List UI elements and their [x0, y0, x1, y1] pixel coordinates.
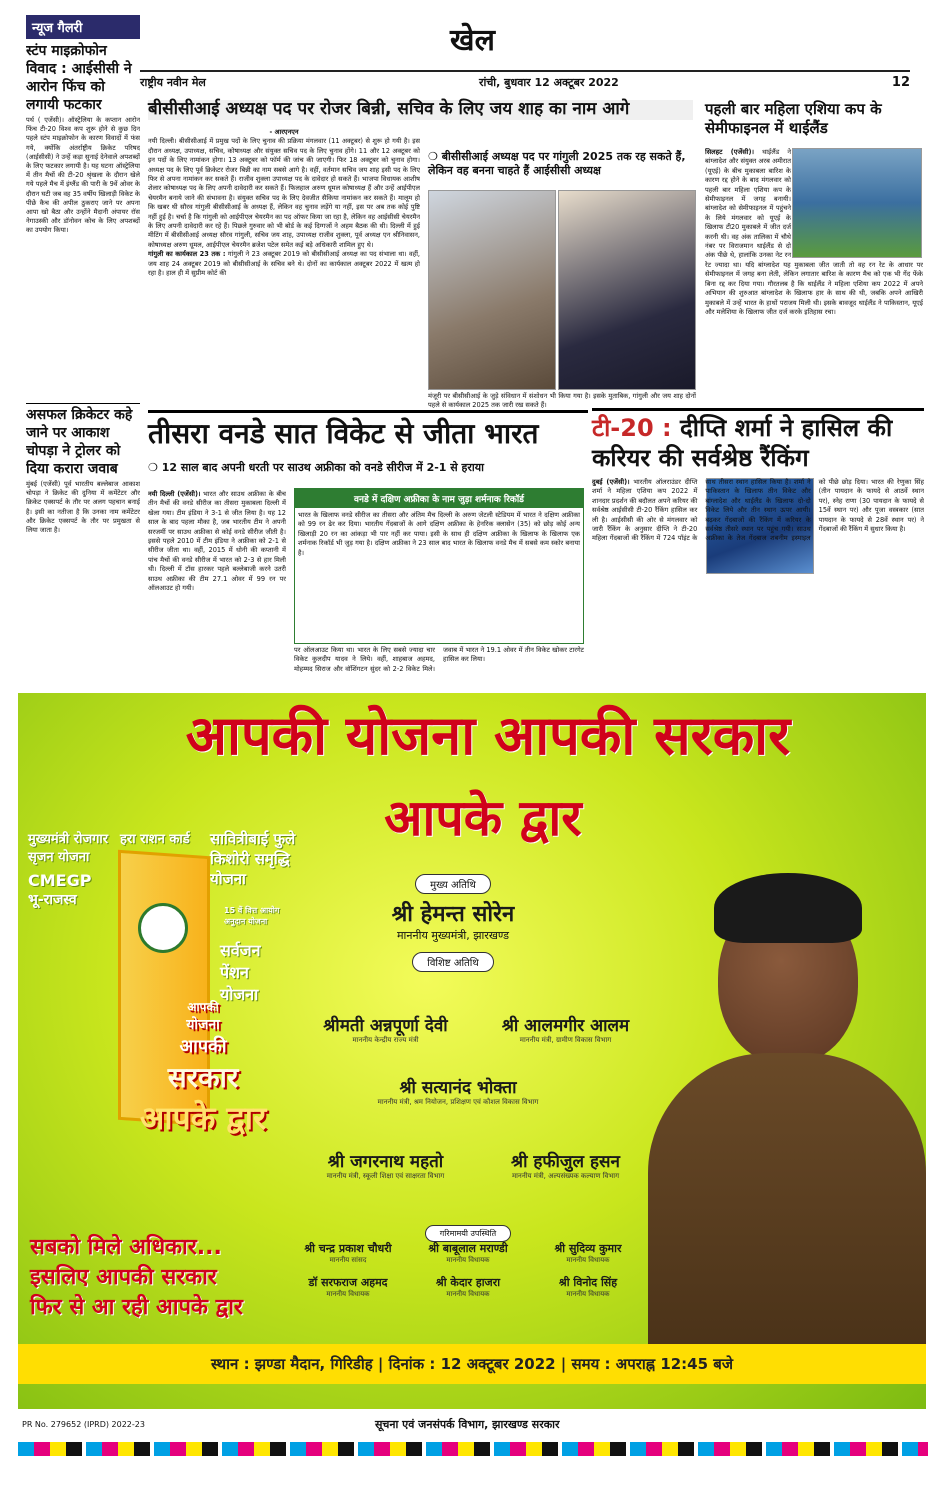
slogan-line-1: सबको मिले अधिकार...: [30, 1235, 222, 1260]
sidebar-story2-title: असफल क्रिकेटर कहे जाने पर आकाश चोपड़ा ने ट्रोलर को दिया करारा जवाब: [26, 403, 140, 478]
door-text-4: सरकार: [167, 1061, 239, 1094]
scheme-item: मुख्यमंत्री रोजगार सृजन योजना: [28, 832, 109, 865]
thailand-body-wrap: [705, 148, 923, 400]
portrait-body: [648, 1053, 926, 1344]
thailand-headline: पहली बार महिला एशिया कप के सेमीफाइनल में थाईलैंड: [705, 100, 882, 137]
footer-code: PR No. 279652 (IPRD) 2022-23: [22, 1419, 145, 1429]
deepti-body-label: दुबई (एजेंसी)।: [592, 478, 630, 486]
dignitary-title: माननीय विधायक: [566, 1290, 610, 1298]
deepti-headline-b: दीप्ति शर्मा ने हासिल की करियर की सर्वश्रेष्ठ रैंकिंग: [592, 414, 893, 472]
dignitary-name: श्री विनोद सिंह: [558, 1276, 618, 1289]
odi-body: भारत और साउथ अफ्रीका के बीच तीन मैचों की वनडे सीरीज का तीसरा मुकाबला दिल्ली में खेला गया। टीम इंडिया ने 3-1 से जीत लिया है। यह 12 साल के बाद पहला मौका है, जब भारतीय टीम ने अपनी सरजमीं पर साउथ अफ्रीका से कोई वनडे सीरीज जीती है। इससे पहले 2010 में टीम इंडिया ने अफ्रीका को 2-1 से सीरीज जीता था। वहीं, 2015 में धोनी की कप्तानी में पांच मैचों की वनडे सीरीज में भारत को 2-3 से हार मिली थी। दिल्ली में टॉस हारकर पहले बल्लेबाजी करने उतरी साउथ अफ्रीका की टीम 27.1 ओवर में 99 रन पर ऑलआउट हो गयी।: [148, 490, 286, 593]
scheme-item: CMEGP: [28, 871, 92, 890]
lead-body2-wrap: [148, 250, 420, 278]
slogan-block: [30, 1233, 290, 1323]
odi-record-box: [294, 488, 584, 644]
sidebar-story2-body: मुंबई (एजेंसी) पूर्व भारतीय बल्लेबाज आकाश चोपड़ा ने क्रिकेट की दुनिया में कमेंटेटर और क्रिकेट एक्सपर्ट के तौर पर अलग पहचान बनाई है। इसी का नतीजा है कि उनका नाम कमेंटेटर और क्रिकेट एक्सपर्ट के तौर पर प्रमुखता से लिया जाता है।: [26, 480, 140, 535]
special-guest-label: विशिष्ट अतिथि: [412, 952, 493, 972]
paper-name: राष्ट्रीय नवीन मेल: [140, 75, 206, 89]
roger-binny-photo: [428, 190, 556, 390]
thailand-body: थाईलैंड ने बांग्लादेश और संयुक्त अरब अमीरात (यूएई) के बीच मुकाबला बारिश के कारण रद्द होने के बाद मंगलवार को पहली बार महिला एशिया कप के सेमीफाइनल में जगह बनायी। बांग्लादेश को सेमीफाइनल में पहुंचने के लिये मंगलवार को यूएई के खिलाफ टी20 मुकाबले में जीत दर्ज करनी थी। वह अंक तालिका में चौथे नंबर पर विराजमान थाईलैंड से दो अंक पीछे थे, हालांकि उनका नेट रन रेट ज्यादा था। यदि बांग्लादेश यह मुकाबला जीत जाती तो वह रन रेट के आधार पर सेमीफाइनल में जगह बना लेती, लेकिन लगातार बारिश के कारण मैच को एक भी गेंद फेंके बिना रद्द कर दिया गया। गौरतलब है कि थाईलैंड ने महिला एशिया कप 2022 में अपने अभियान की शुरुआत बांग्लादेश के खिलाफ हार के साथ की थी, जबकि अपने आखिरी मुकाबले में उन्हें भारत के हाथों पराजय मिली थी। इसके बावजूद थाईलैंड ने पाकिस्तान, यूएई और मलेशिया के खिलाफ जीत दर्ज करके इतिहास रचा।: [705, 148, 923, 316]
sidebar-story1-title: स्टंप माइक्रोफोन विवाद : आईसीसी ने आरोन फिंच को लगायी फटकार: [26, 43, 132, 113]
scheme-item: हरा राशन कार्ड: [120, 832, 190, 847]
lead-agency: - आरएनएन: [269, 128, 299, 136]
chief-guest-label: मुख्य अतिथि: [415, 874, 491, 894]
special-guest-name: श्री जगरनाथ महतो: [327, 1152, 444, 1172]
color-registration-bar: [18, 1442, 928, 1456]
lead-pullquote-text: बीसीसीआई अध्यक्ष पद पर गांगुली 2025 तक रह सकते हैं, लेकिन वह बनना चाहते हैं आईसीसी अध्यक्ष: [428, 150, 686, 177]
dignitaries-label: गरिमामयी उपस्थिति: [425, 1225, 511, 1242]
date-strip: [140, 70, 910, 92]
portrait-hair: [714, 873, 862, 943]
venue-bar: स्थान : झण्डा मैदान, गिरिडीह | दिनांक : 12 अक्टूबर 2022 | समय : अपराह्न 12:45 बजे: [18, 1344, 926, 1384]
ad-title-line2: आपके द्वार: [384, 789, 582, 847]
scheme-item: सर्वजन पेंशन योजना: [220, 941, 261, 1004]
scheme-item: सावित्रीबाई फुले किशोरी समृद्धि योजना: [210, 830, 296, 888]
dignitary-name: श्री सुदिव्य कुमार: [554, 1242, 622, 1255]
special-guest-name: श्री हफीजुल हसन: [511, 1152, 620, 1172]
dignitary-name: श्री चन्द्र प्रकाश चौधरी: [304, 1242, 392, 1255]
ad-title-line1: आपकी योजना आपकी सरकार: [185, 704, 791, 767]
dignitary: [528, 1275, 648, 1299]
dignitary-name: श्री केदार हाजरा: [435, 1276, 501, 1289]
special-guest-5: [478, 1149, 653, 1181]
dignitaries-label-wrap: [368, 1221, 568, 1242]
special-guest-2: [478, 1013, 653, 1045]
door-text-5: आपके द्वार: [139, 1099, 267, 1137]
ad-footer: [0, 1409, 945, 1439]
special-guest-title: माननीय मंत्री, अल्पसंख्यक कल्याण विभाग: [511, 1172, 620, 1180]
dignitary-title: माननीय सांसद: [329, 1256, 367, 1264]
subhead-bullet-icon: ❍: [148, 461, 158, 474]
dignitary-title: माननीय विधायक: [566, 1256, 610, 1264]
special-guest-name: श्रीमती अन्नपूर्णा देवी: [323, 1016, 448, 1036]
odi-body-label: नयी दिल्ली (एजेंसी)।: [148, 490, 201, 498]
news-gallery-sidebar: [26, 15, 140, 685]
deepti-headline-a: टी-20 :: [592, 414, 672, 442]
special-guest-4: [298, 1149, 473, 1181]
deepti-body: भारतीय ऑलराउंडर दीप्ति शर्मा ने महिला एशिया कप 2022 में शानदार प्रदर्शन की बदौलत अपने करियर की सर्वश्रेष्ठ आईसीसी टी-20 रैंकिंग हासिल कर ली है। आईसीसी की ओर से मंगलवार को जारी रैंकिंग के अनुसार दीप्ति ने टी-20 महिला गेंदबाजों की रैंकिंग में 724 पॉइंट के साथ तीसरा स्थान हासिल किया है। शर्मा ने पाकिस्तान के खिलाफ तीन विकेट और बांग्लादेश और थाईलैंड के खिलाफ दो-दो विकेट लिये और तीन स्थान ऊपर आयी। बढ़कर गेंदबाजों की रैंकिंग में करियर के सर्वश्रेष्ठ तीसरे स्थान पर पहुंच गयी। साउथ अफ्रीका के तेज गेंदबाज शबनीम इस्माइल को पीछे छोड़ दिया। भारत की रेणुका सिंह (तीन पायदान के फायदे से आठवें स्थान पर), स्नेह राणा (30 पायदान के फायदे से 15वें स्थान पर) और पूजा वस्त्रकार (सात पायदान के फायदे से 28वें स्थान पर) ने गेंदबाजों की रैंकिंग में सुधार किया है।: [592, 478, 924, 543]
dignitary: [528, 1241, 648, 1265]
dignitary: [288, 1275, 408, 1299]
chief-guest-name: श्री हेमन्त सोरेन: [391, 902, 515, 927]
dignitary-title: माननीय विधायक: [446, 1256, 490, 1264]
odi-subhead: [148, 462, 588, 475]
special-guest-title: माननीय केन्द्रीय राज्य मंत्री: [352, 1036, 419, 1044]
odi-body-wrap: [148, 490, 286, 684]
slogan-line-3: फिर से आ रही आपके द्वार: [30, 1295, 243, 1320]
special-guest-name: श्री आलमगीर आलम: [501, 1016, 630, 1036]
section-title: खेल: [450, 23, 495, 58]
deepti-body-wrap: [592, 478, 924, 688]
odi-tail: पर ऑलआउट किया था। भारत के लिए सबसे ज्यादा चार विकेट कुलदीप यादव ने लिये। वहीं, शाहबाज अहमद, मोहम्मद सिराज और वॉशिंगटन सुंदर को 2-2 विकेट मिले। जवाब में भारत ने 19.1 ओवर में तीन विकेट खोकर टारगेट हासिल कर लिया।: [294, 646, 584, 673]
scheme-item: 15 वें वित्त आयोग अनुदान योजना: [224, 906, 280, 926]
lead-headline: बीसीसीआई अध्यक्ष पद पर रोजर बिन्नी, सचिव के लिए जय शाह का नाम आगे: [148, 100, 693, 120]
dignitary: [288, 1241, 408, 1265]
jharkhand-emblem-icon: [138, 903, 188, 953]
special-guest-title: माननीय मंत्री, श्रम नियोजन, प्रशिक्षण एवं कौशल विकास विभाग: [377, 1098, 539, 1106]
deepti-headline: [592, 408, 924, 473]
dignitary-name: डॉ सरफराज अहमद: [308, 1276, 388, 1289]
sourav-ganguly-photo: [558, 190, 696, 390]
chief-minister-portrait: [648, 833, 926, 1344]
lead-body: नयी दिल्ली। बीसीसीआई में प्रमुख पदों के लिए चुनाव की प्रक्रिया मंगलवार (11 अक्टूबर) से शुरू हो गयी है। इस दौरान अध्यक्ष, उपाध्यक्ष, सचिव, कोषाध्यक्ष और संयुक्त सचिव पद के लिए चुनाव होंगे। 11 और 12 अक्टूबर को इन पदों के लिए नामांकन होगा। 13 अक्टूबर को फॉर्म की जांच की जाएगी। फिर 18 अक्टूबर को चुनाव होगा। अध्यक्ष पद के लिए पूर्व क्रिकेटर रोजर बिन्नी का नाम सबसे आगे है। वहीं, वर्तमान सचिव जय शाह इसी पद के लिए फिर से अपना नामांकन कर सकते हैं। राजीव शुक्ला उपाध्यक्ष पद के दावेदार हो सकते हैं। भाजपा विधायक आशीष शेलार कोषाध्यक्ष पद के लिए अपनी दावेदारी कर सकते हैं। फिलहाल अरुण धूमल कोषाध्यक्ष हैं और उन्हें आईपीएल चेयरमैन बनाये जाने की संभावना है। संयुक्त सचिव पद के लिए देवजीत सैकिया नामांकन कर सकते हैं। मालूम हो कि खबर थी सौरव गांगुली बीसीसीआई के अध्यक्ष हैं, लेकिन वह चुनाव लड़ेंगे या नहीं, इस पर अब तक कोई पुष्टि नहीं हुई है। चर्चा है कि गांगुली को आईपीएल चेयरमैन का पद ऑफर किया जा रहा है, लेकिन वह आईसीसी चेयरमैन के लिए अपनी दावेदारी कर रहे हैं। पिछले गुरुवार को भी बोर्ड के कई दिग्गजों ने अहम बैठक की थी। दिल्ली में हुई मीटिंग में बीसीसीआई अध्यक्ष सौरव गांगुली, सचिव जय शाह, उपाध्यक्ष राजीव शुक्ला, पूर्व अध्यक्ष एन श्रीनिवासन, कोषाध्यक्ष अरुण धूमल, आईपीएल चेयरमैन ब्रजेश पटेल समेत कई बड़े अधिकारी शामिल हुए थे।: [148, 137, 420, 249]
odi-headline: तीसरा वनडे सात विकेट से जीता भारत: [148, 410, 588, 451]
guest-block: [288, 873, 618, 972]
scheme-item: भू-राजस्व: [28, 892, 77, 908]
date-line: रांची, बुधवार 12 अक्टूबर 2022: [478, 75, 619, 89]
door-slogan-block: [113, 998, 293, 1139]
dignitary-name: श्री बाबूलाल मराण्डी: [428, 1242, 508, 1255]
photo-spacer: [791, 148, 923, 260]
special-guest-name: श्री सत्यानंद भोक्ता: [399, 1078, 517, 1098]
special-guest-1: [298, 1013, 473, 1045]
slogan-line-2: इसलिए आपकी सरकार: [30, 1265, 217, 1290]
pullquote-bullet-icon: ❍: [428, 150, 438, 163]
lead-photo-caption: मंजूरी पर बीसीसीआई के जुड़े संविधान में संशोधन भी किया गया है। इसके मुताबिक, गांगुली और जय शाह दोनों पहले से कार्यकाल 2025 तक जारी रख सकते हैं।: [428, 392, 696, 410]
dignitaries-grid: [288, 1241, 648, 1299]
footer-dept: सूचना एवं जनसंपर्क विभाग, झारखण्ड सरकार: [374, 1417, 560, 1431]
odi-subhead-text: 12 साल बाद अपनी धरती पर साउथ अफ्रीका को वनडे सीरीज में 2-1 से हराया: [161, 461, 484, 474]
odi-box-body: भारत के खिलाफ वनडे सीरीज का तीसरा और अंतिम मैच दिल्ली के अरुण जेटली स्टेडियम में भारत ने दक्षिण अफ्रीका को 99 रन ढेर कर दिया। भारतीय गेंदबाजों के आगे दक्षिण अफ्रीका के हेनरिक क्लासेन (35) को छोड़ कोई अन्य खिलाड़ी 20 रन का आंकड़ा भी पार नहीं कर पाया। इसी के साथ ही दक्षिण अफ्रीका के खिलाफ के खिलाफ एक शर्मनाक रिकॉर्ड भी जुड़ गया है। दक्षिण अफ्रीका ने 23 साल बाद भारत के खिलाफ वनडे मैच में सबसे कम स्कोर बनाया है।: [298, 511, 580, 557]
special-guest-3: [348, 1075, 568, 1107]
lead-body-block: [148, 128, 420, 398]
door-text-1: आपकी: [187, 1000, 219, 1014]
door-text-2: योजना: [186, 1017, 220, 1033]
government-advertisement: [18, 693, 926, 1409]
odi-box-title: वनडे में दक्षिण अफ्रीका के नाम जुड़ा शर्मनाक रिकॉर्ड: [295, 489, 583, 508]
special-guest-title: माननीय मंत्री, ग्रामीण विकास विभाग: [519, 1036, 612, 1044]
door-text-3: आपकी: [179, 1036, 227, 1057]
thailand-body-label: सिलहट (एजेंसी)।: [705, 148, 754, 156]
lead-body2: गांगुली ने 23 अक्टूबर 2019 को बीसीसीआई अध्यक्ष का पद संभाला था। वहीं, जय शाह 24 अक्टूबर 2019 को बीसीसीआई के सचिव बने थे। दोनों का कार्यकाल अक्टूबर 2022 में खत्म हो रहा है। हाल ही में सुप्रीम कोर्ट की: [148, 250, 420, 278]
sidebar-story1-body: पर्थ ( एजेंसी)। ऑस्ट्रेलिया के कप्तान आरोन फिंच टी-20 विश्व कप शुरू होने से कुछ दिन पहले स्टंप माइक्रोफोन के कारण विवादों में फंस गये, क्योंकि अंतर्राष्ट्रीय क्रिकेट परिषद (आईसीसी) ने उन्हें कड़ा सुनाई देनेवाले अपशब्दों के लिए फटकार लगायी है। यह घटना ऑस्ट्रेलिया में तीन मैचों की टी-20 श्रृंखला के दौरान खेले गये पहले मैच में इंग्लैंड की पारी के 9वें ओवर के दौरान घटी जब वह 35 वर्षीय खिलाड़ी विकेट के पीछे कैच की अपील ठुकराए जाने पर अपना आपा खो बैठा और उन्होंने मैदानी अंपायर रॉस नेगाउस्की और डॉनोवन कोच के लिए अपशब्दों का उपयोग किया।: [26, 116, 140, 235]
lead-pullquote: [428, 150, 696, 178]
dignitary-title: माननीय विधायक: [446, 1290, 490, 1298]
special-guest-title: माननीय मंत्री, स्कूली शिक्षा एवं साक्षरता विभाग: [326, 1172, 445, 1180]
dignitary: [408, 1275, 528, 1299]
dignitary: [408, 1241, 528, 1265]
news-gallery-tag: न्यूज गैलरी: [26, 15, 140, 39]
page-number: 12: [891, 74, 910, 90]
chief-guest-title: माननीय मुख्यमंत्री, झारखण्ड: [396, 929, 510, 942]
dignitary-title: माननीय विधायक: [326, 1290, 370, 1298]
lead-body2-label: गांगुली का कार्यकाल 23 तक :: [148, 250, 226, 259]
